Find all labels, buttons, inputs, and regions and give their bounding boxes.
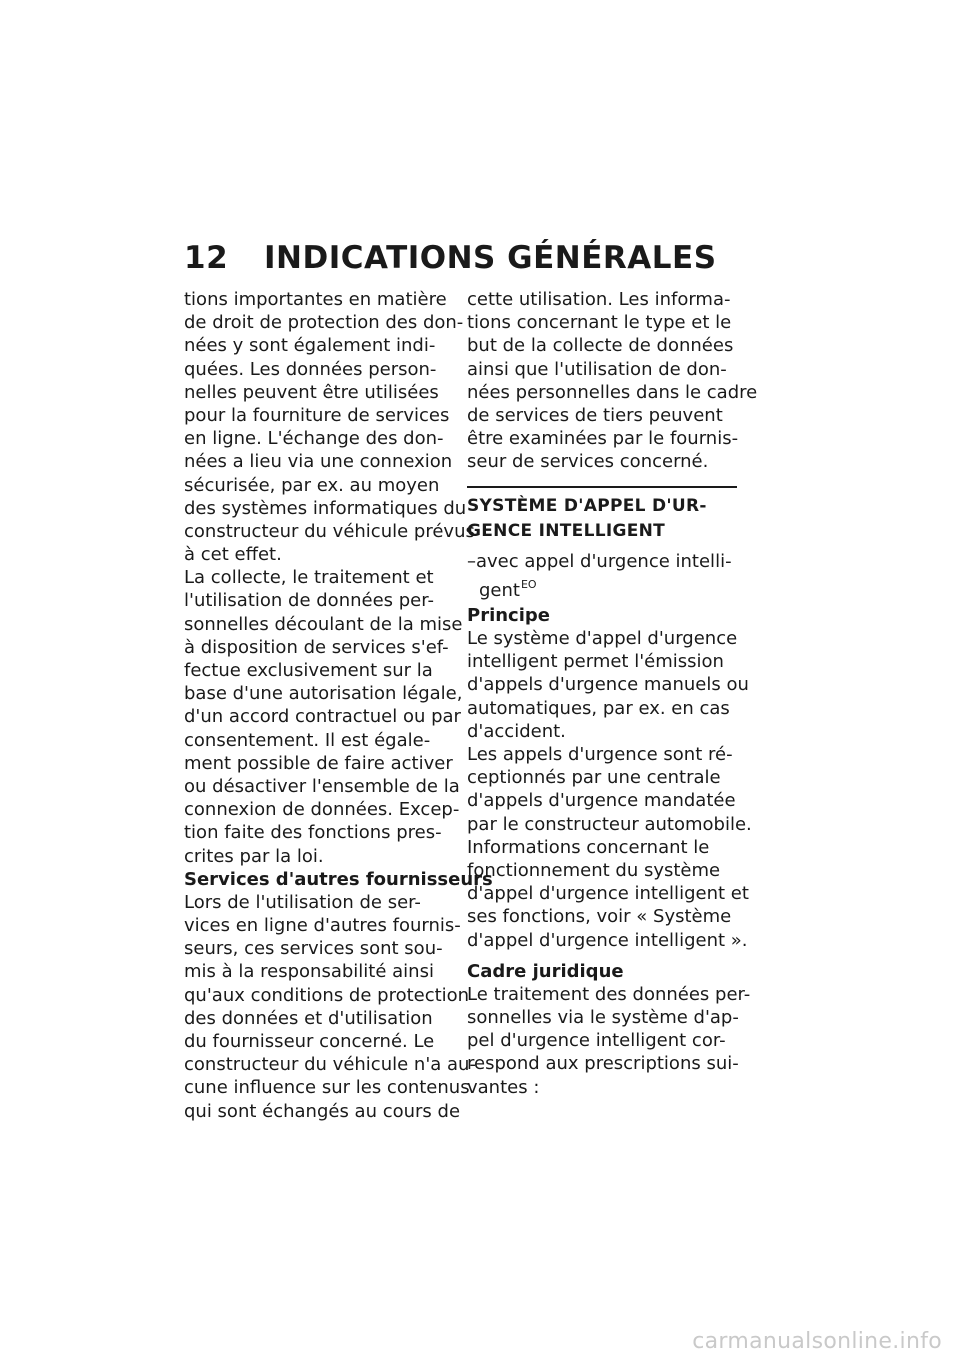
text-line: qu'aux conditions de protection (184, 984, 470, 1006)
section-divider (467, 486, 737, 488)
subheading-principe: Principe (467, 604, 550, 626)
subheading-cadre-juridique: Cadre juridique (467, 960, 624, 982)
text-line: des données et d'utilisation (184, 1007, 433, 1029)
subheading-other-providers: Services d'autres fournisseurs (184, 868, 493, 890)
equipment-note (467, 550, 739, 601)
text-line: seurs, ces services sont sou- (184, 938, 443, 960)
text-line: nées y sont également indi- (184, 335, 436, 357)
watermark: carmanualsonline.info (692, 1329, 942, 1354)
text-line: des systèmes informatiques du (184, 497, 467, 519)
text-line: tion faite des fonctions pres- (184, 822, 442, 844)
text-line: base d'une autorisation légale, (184, 683, 463, 705)
cadre-paragraph-1 (467, 983, 751, 1099)
left-paragraph-1 (184, 288, 475, 566)
text-line: d'appels d'urgence mandatée (467, 790, 736, 812)
text-line: La collecte, le traitement et (184, 567, 434, 589)
text-line: en ligne. L'échange des don- (184, 428, 444, 450)
page-header (184, 240, 744, 288)
text-line: à cet effet. (184, 544, 282, 566)
text-line: quées. Les données person- (184, 358, 437, 380)
text-line: nelles peuvent être utilisées (184, 381, 439, 403)
text-line: pour la fourniture de services (184, 404, 450, 426)
text-line: fectue exclusivement sur la (184, 660, 433, 681)
text-line: d'accident. (467, 720, 566, 742)
text-line: vices en ligne d'autres fournis- (184, 915, 461, 937)
page-number: 12 (184, 240, 229, 276)
text-line: de services de tiers peuvent (467, 404, 723, 426)
text-line: Le système d'appel d'urgence (467, 628, 738, 650)
chapter-title: INDICATIONS GÉNÉRALES (264, 240, 717, 276)
text-line: cune influence sur les contenus (184, 1077, 470, 1099)
text-line: Les appels d'urgence sont ré- (467, 744, 733, 765)
text-line: d'un accord contractuel ou par (184, 706, 461, 728)
principe-paragraph-3 (467, 836, 749, 952)
text-line: nées a lieu via une connexion (184, 451, 453, 473)
equipment-code-superscript: EO (520, 577, 537, 591)
left-paragraph-2 (184, 566, 463, 867)
right-paragraph-1 (467, 288, 758, 474)
text-line: ses fonctions, voir « Système (467, 906, 732, 928)
text-line: de droit de protection des don- (184, 312, 464, 334)
text-line: consentement. Il est égale- (184, 729, 431, 751)
text-line: constructeur du véhicule n'a au- (184, 1054, 476, 1076)
text-line: fonctionnement du système (467, 859, 721, 881)
text-line: sécurisée, par ex. au moyen (184, 474, 440, 496)
text-line: nées personnelles dans le cadre (467, 381, 758, 403)
text-line: seur de services concerné. (467, 451, 709, 473)
text-line: à disposition de services s'ef- (184, 636, 449, 658)
text-line: l'utilisation de données per- (184, 590, 434, 612)
text-line: ainsi que l'utilisation de don- (467, 358, 727, 380)
text-line: qui sont échangés au cours de (184, 1100, 461, 1122)
text-line: sonnelles via le système d'ap- (467, 1007, 739, 1029)
section-title-line: GENCE INTELLIGENT (467, 520, 666, 541)
text-line: mis à la responsabilité ainsi (184, 961, 434, 983)
text-line: être examinées par le fournis- (467, 428, 739, 450)
text-line: connexion de données. Excep- (184, 799, 460, 821)
text-line: but de la collecte de données (467, 335, 734, 357)
text-line: intelligent permet l'émission (467, 651, 724, 673)
equipment-note-line: –avec appel d'urgence intelli- (467, 550, 732, 572)
text-line: tions concernant le type et le (467, 312, 732, 334)
text-line: constructeur du véhicule prévus (184, 520, 475, 542)
text-line: respond aux prescriptions sui- (467, 1053, 739, 1075)
text-line: Informations concernant le (467, 836, 710, 858)
left-column (184, 288, 493, 1123)
text-line: d'appels d'urgence manuels ou (467, 674, 749, 696)
text-line: ceptionnés par une centrale (467, 767, 721, 789)
equipment-note-word: gent (479, 579, 520, 601)
text-line: d'appel d'urgence intelligent ». (467, 929, 748, 951)
principe-paragraph-1 (467, 627, 749, 743)
text-line: d'appel d'urgence intelligent et (467, 883, 749, 905)
text-line: vantes : (467, 1076, 540, 1098)
text-line: sonnelles découlant de la mise (184, 613, 463, 635)
text-line: ou désactiver l'ensemble de la (184, 775, 460, 797)
right-column (467, 288, 758, 1099)
text-line: cette utilisation. Les informa- (467, 289, 731, 310)
section-title-line: SYSTÈME D'APPEL D'UR- (467, 495, 707, 516)
principe-paragraph-2 (467, 743, 752, 836)
text-line: ment possible de faire activer (184, 752, 453, 774)
text-line: par le constructeur automobile. (467, 813, 752, 835)
equipment-note-line (467, 573, 739, 601)
text-line: du fournisseur concerné. Le (184, 1031, 435, 1052)
text-line: tions importantes en matière (184, 289, 447, 310)
left-paragraph-3 (184, 891, 476, 1123)
text-line: automatiques, par ex. en cas (467, 697, 730, 719)
text-line: crites par la loi. (184, 845, 324, 867)
text-line: Le traitement des données per- (467, 983, 751, 1005)
text-line: Lors de l'utilisation de ser- (184, 891, 421, 913)
text-line: pel d'urgence intelligent cor- (467, 1030, 726, 1052)
section-title (467, 494, 739, 544)
